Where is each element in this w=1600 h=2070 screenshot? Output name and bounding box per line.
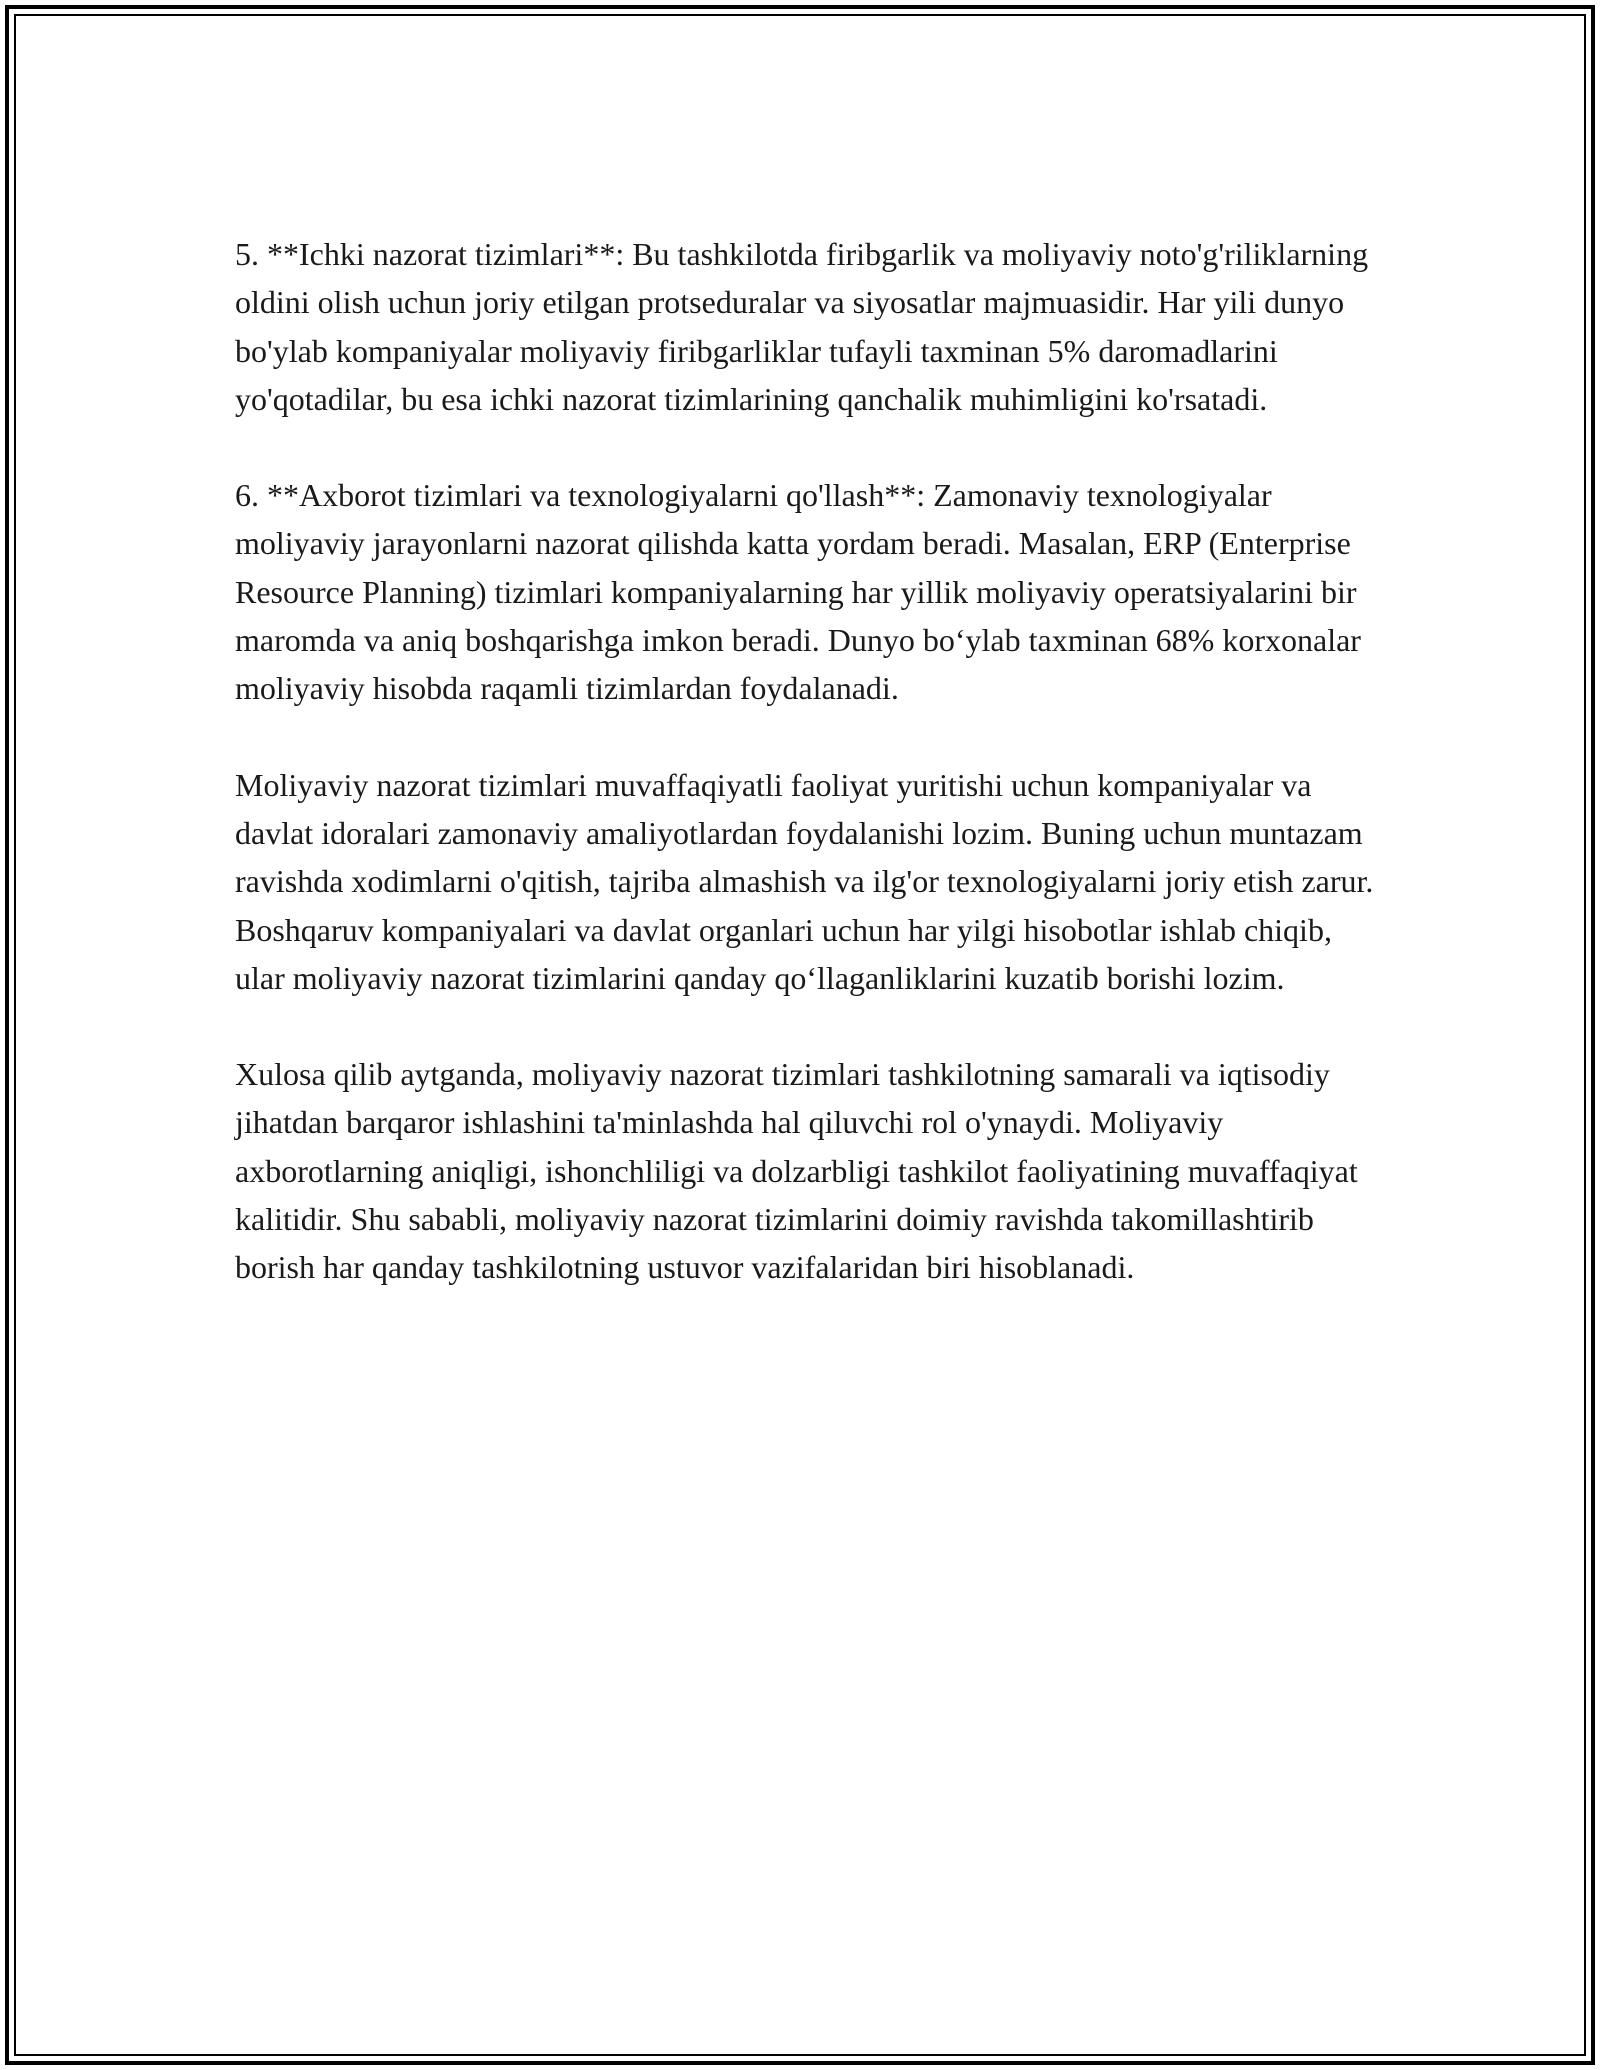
paragraph-information-systems: 6. **Axborot tizimlari va texnologiyalarni qo'llash**: Zamonaviy texnologiyalar moliyaviy jarayonlarni nazorat qilishda katta yordam beradi. Masalan, ERP (Enterprise Resource Planning) tizimlari kompaniyalarning har yillik moliyaviy operatsiyalarini bir maromda va aniq boshqarishga imkon beradi. Dunyo bo‘ylab taxminan 68% korxonalar moliyaviy hisobda raqamli tizimlardan foydalanadi. — [235, 477, 1361, 707]
paragraph-best-practices: Moliyaviy nazorat tizimlari muvaffaqiyatli faoliyat yuritishi uchun kompaniyalar va davlat idoralari zamonaviy amaliyotlardan foydalanishi lozim. Buning uchun muntazam ravishda xodimlarni o'qitish, tajriba almashish va ilg'or texnologiyalarni joriy etish zarur. Boshqaruv kompaniyalari va davlat organlari uchun har yilgi hisobotlar ishlab chiqib, ular moliyaviy nazorat tizimlarini qanday qo‘llaganliklarini kuzatib borishi lozim. — [235, 766, 1374, 996]
paragraph-conclusion: Xulosa qilib aytganda, moliyaviy nazorat tizimlari tashkilotning samarali va iqtisodiy jihatdan barqaror ishlashini ta'minlashda hal qiluvchi rol o'ynaydi. Moliyaviy axborotlarning aniqligi, ishonchliligi va dolzarbligi tashkilot faoliyatining muvaffaqiyat kalitidir. Shu sababli, moliyaviy nazorat tizimlarini doimiy ravishda takomillashtirib borish har qanday tashkilotning ustuvor vazifalaridan biri hisoblanadi. — [235, 1056, 1358, 1286]
document-body — [235, 230, 1385, 1340]
paragraph-internal-control: 5. **Ichki nazorat tizimlari**: Bu tashkilotda firibgarlik va moliyaviy noto'g'riliklarning oldini olish uchun joriy etilgan protseduralar va siyosatlar majmuasidir. Har yili dunyo bo'ylab kompaniyalar moliyaviy firibgarliklar tufayli taxminan 5% daromadlarini yo'qotadilar, bu esa ichki nazorat tizimlarining qanchalik muhimligini ko'rsatadi. — [235, 236, 1369, 417]
